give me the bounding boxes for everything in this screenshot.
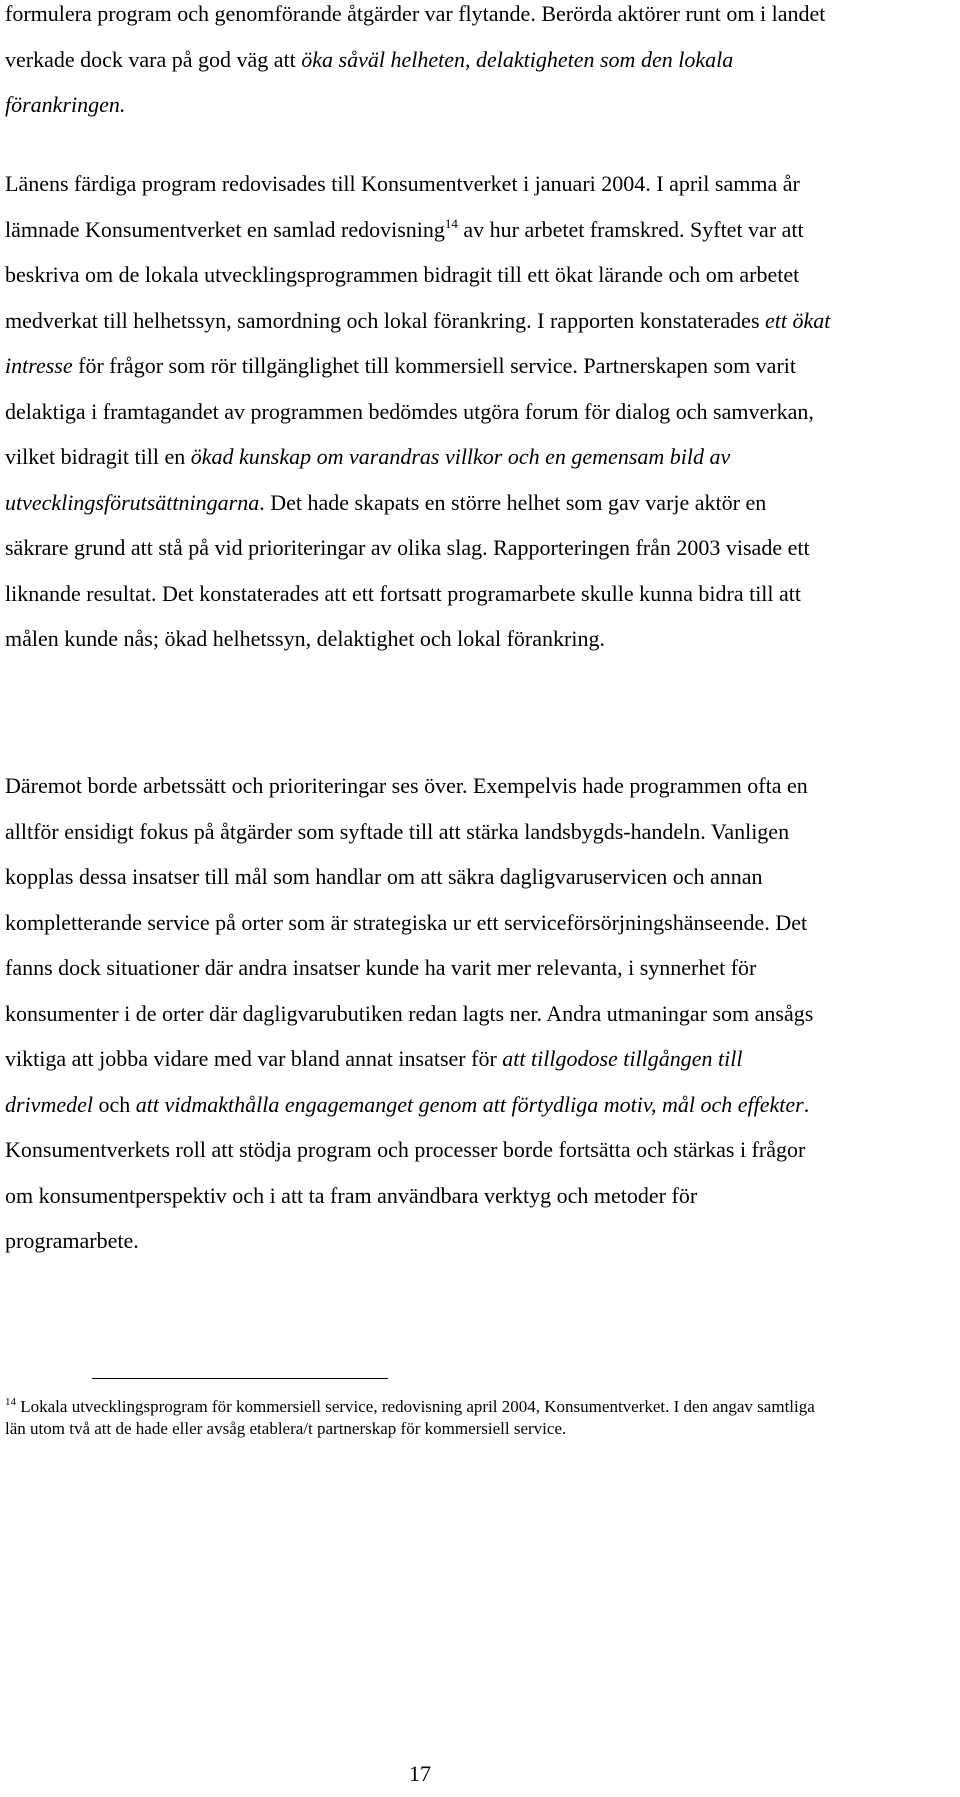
italic-text-segment: att vidmakthålla engagemanget genom att förtydliga motiv, mål och effekter [135, 1091, 804, 1117]
italic-text-segment: ett ökat intresse [5, 307, 836, 378]
footnote [5, 1396, 835, 1440]
text-segment: och [92, 1091, 136, 1117]
footnote-text: Lokala utvecklingsprogram för kommersiell service, redovisning april 2004, Konsumentverket. I den angav samtliga län utom två att de hade eller avsåg etablera/t partnerskap för kommersiell service. [5, 1397, 815, 1438]
text-segment: Länens färdiga program redovisades till Konsumentverket i januari 2004. I april samma år lämnade Konsumentverket en samlad redovisning [5, 171, 806, 242]
paragraph-1 [5, 0, 835, 128]
text-segment: . Det hade skapats en större helhet som gav varje aktör en säkrare grund att stå på vid prioriteringar av olika slag. Rapporteringen från 2003 visade ett liknande resultat. Det konstaterades att ett fortsatt programarbete skulle kunna bidra till att målen kunde nås; ökad helhetssyn, delaktighet och lokal förankring. [5, 489, 816, 651]
paragraph-2 [5, 161, 835, 662]
paragraph-3 [5, 763, 835, 1264]
italic-text-segment: öka såväl helheten, delaktigheten som den lokala förankringen. [5, 46, 739, 117]
page-number: 17 [409, 1761, 431, 1786]
italic-text-segment: ökad kunskap om varandras villkor och en gemensam bild av utvecklingsförutsättningarna [5, 444, 736, 515]
italic-text-segment: att tillgodose tillgången till drivmedel [5, 1046, 748, 1117]
text-segment: Däremot borde arbetssätt och prioriteringar ses över. Exempelvis hade programmen ofta en alltför ensidigt fokus på åtgärder som syftade till att stärka landsbygds-handeln. Vanligen kopplas dessa insatser till mål som handlar om att säkra dagligvaruservicen och annan kompletterande service på orter som är strategiska ur ett serviceförsörjningshänseende. Det fanns dock situationer där andra insatser kunde ha varit mer relevanta, i synnerhet för konsumenter i de orter där dagligvarubutiken redan lagts ner. Andra utmaningar som ansågs viktiga att jobba vidare med var bland annat insatser för [5, 773, 819, 1071]
footnote-separator [92, 1378, 388, 1379]
text-segment: formulera program och genomförande åtgärder var flytande. Berörda aktörer runt om i landet verkade dock vara på god väg att [5, 1, 831, 72]
text-segment: av hur arbetet framskred. Syftet var att beskriva om de lokala utvecklingsprogrammen bidragit till ett ökat lärande och om arbetet medverkat till helhetssyn, samordning och lokal förankring. I rapporten konstaterades [5, 216, 810, 333]
text-segment: . Konsumentverkets roll att stödja program och processer borde fortsätta och stärkas i frågor om konsumentperspektiv och i att ta fram användbara verktyg och metoder för programarbete. [5, 1091, 815, 1253]
footnote-number: 14 [5, 1396, 16, 1408]
footnote-reference: 14 [444, 215, 458, 231]
text-segment: för frågor som rör tillgänglighet till kommersiell service. Partnerskapen som varit delaktiga i framtagandet av programmen bedömdes utgöra forum för dialog och samverkan, vilket bidragit till en [5, 353, 820, 469]
